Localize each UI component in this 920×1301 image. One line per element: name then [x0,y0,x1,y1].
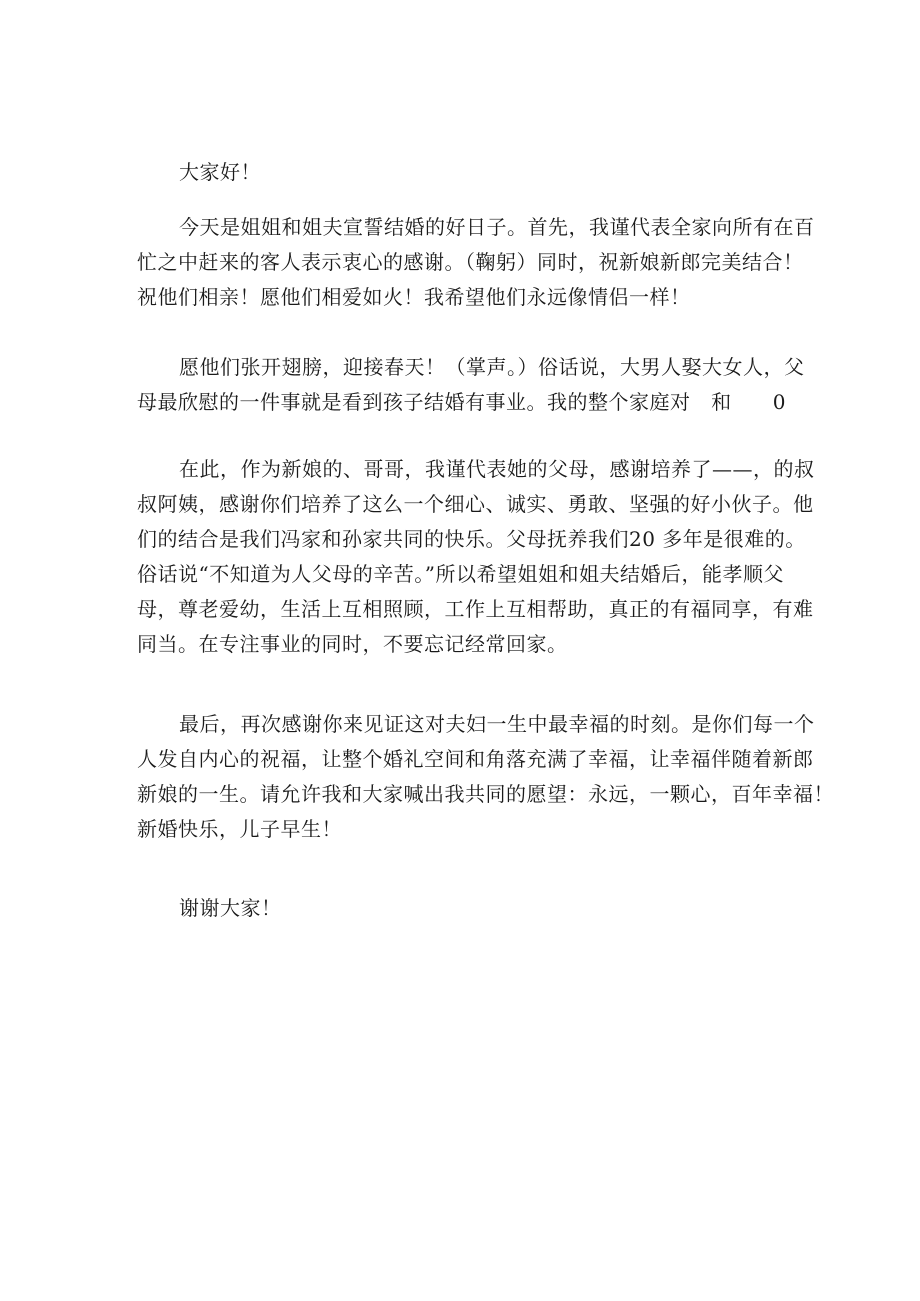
greeting-text: 大家好！ [179,160,261,184]
paragraph-3-line-5: 母，尊老爱幼，生活上互相照顾，工作上互相帮助，真正的有福同享，有难 [137,597,814,621]
paragraph-1 [137,210,815,315]
paragraph-2-line-1: 愿他们张开翅膀，迎接春天！（掌声。）俗话说，大男人娶大女人，父 [179,355,805,379]
paragraph-2 [137,350,809,420]
paragraph-2-line-2: 母最欣慰的一件事就是看到孩子结婚有事业。我的整个家庭对 和 0 [137,390,786,414]
paragraph-4 [137,707,834,847]
closing-text: 谢谢大家！ [179,896,282,920]
paragraph-1-line-1: 今天是姐姐和姐夫宣誓结婚的好日子。首先，我谨代表全家向所有在百 [179,215,815,239]
paragraph-3-line-3: 们的结合是我们冯家和孙家共同的快乐。父母抚养我们20 多年是很难的。 [137,527,806,551]
paragraph-4-line-4: 新婚快乐，儿子早生！ [137,817,342,841]
paragraph-1-line-2: 忙之中赶来的客人表示衷心的感谢。（鞠躬）同时，祝新娘新郎完美结合！ [137,250,804,274]
paragraph-1-line-3: 祝他们相亲！愿他们相爱如火！我希望他们永远像情侣一样！ [137,285,691,309]
paragraph-3-line-1: 在此，作为新娘的、哥哥，我谨代表她的父母，感谢培养了——，的叔 [179,457,815,481]
paragraph-3-line-2: 叔阿姨，感谢你们培养了这么一个细心、诚实、勇敢、坚强的好小伙子。他 [137,492,814,516]
closing-paragraph [137,891,809,926]
paragraph-4-line-3: 新娘的一生。请允许我和大家喊出我共同的愿望：永远，一颗心，百年幸福！ [137,782,834,806]
paragraph-4-line-2: 人发自内心的祝福，让整个婚礼空间和角落充满了幸福，让幸福伴随着新郎 [137,747,814,771]
paragraph-4-line-1: 最后，再次感谢你来见证这对夫妇一生中最幸福的时刻。是你们每一个 [179,712,815,736]
greeting-paragraph [137,155,809,190]
paragraph-3-line-6: 同当。在专注事业的同时，不要忘记经常回家。 [137,632,568,656]
paragraph-3-line-4: 俗话说“不知道为人父母的辛苦。”所以希望姐姐和姐夫结婚后，能孝顺父 [137,562,784,586]
paragraph-3 [137,452,815,662]
